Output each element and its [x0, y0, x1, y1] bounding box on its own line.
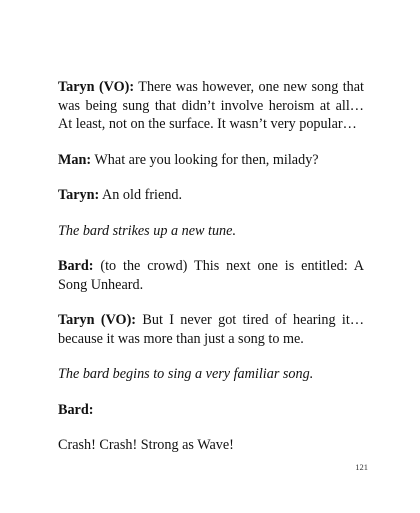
speaker-name: Bard:: [58, 401, 94, 418]
stage-direction-2: The bard begins to sing a very familiar song.: [58, 366, 314, 382]
dialogue-text: An old friend.: [102, 187, 183, 203]
dialogue-bard-1: [58, 257, 364, 294]
dialogue-taryn: [58, 186, 364, 205]
page-number: 121: [355, 462, 368, 472]
speaker-name: Man:: [58, 151, 92, 168]
stage-direction-1: The bard strikes up a new tune.: [58, 222, 236, 239]
dialogue-text: But I never got tired of hearing it… because it was more than just a song to me.: [58, 312, 365, 347]
speaker-name: Taryn (VO):: [58, 312, 137, 328]
dialogue-text: (to the crowd) This next one is entitled: A Song Unheard.: [58, 258, 364, 293]
speaker-name: Bard:: [58, 258, 94, 274]
dialogue-man: [58, 151, 364, 170]
dialogue-bard-2: [58, 401, 364, 420]
speaker-name: Taryn:: [58, 187, 100, 203]
dialogue-text: What are you looking for then, milady?: [94, 151, 319, 168]
script-page: [58, 78, 364, 472]
dialogue-taryn-vo-2: [58, 311, 364, 348]
dialogue-text: There was however, one new song that was being sung that didn’t involve heroism at all… At least, not on the surface. It wasn’t very popular…: [58, 79, 364, 132]
dialogue-taryn-vo-1: [58, 78, 364, 134]
speaker-name: Taryn (VO):: [58, 79, 135, 95]
song-lyric: Crash! Crash! Strong as Wave!: [58, 437, 234, 453]
